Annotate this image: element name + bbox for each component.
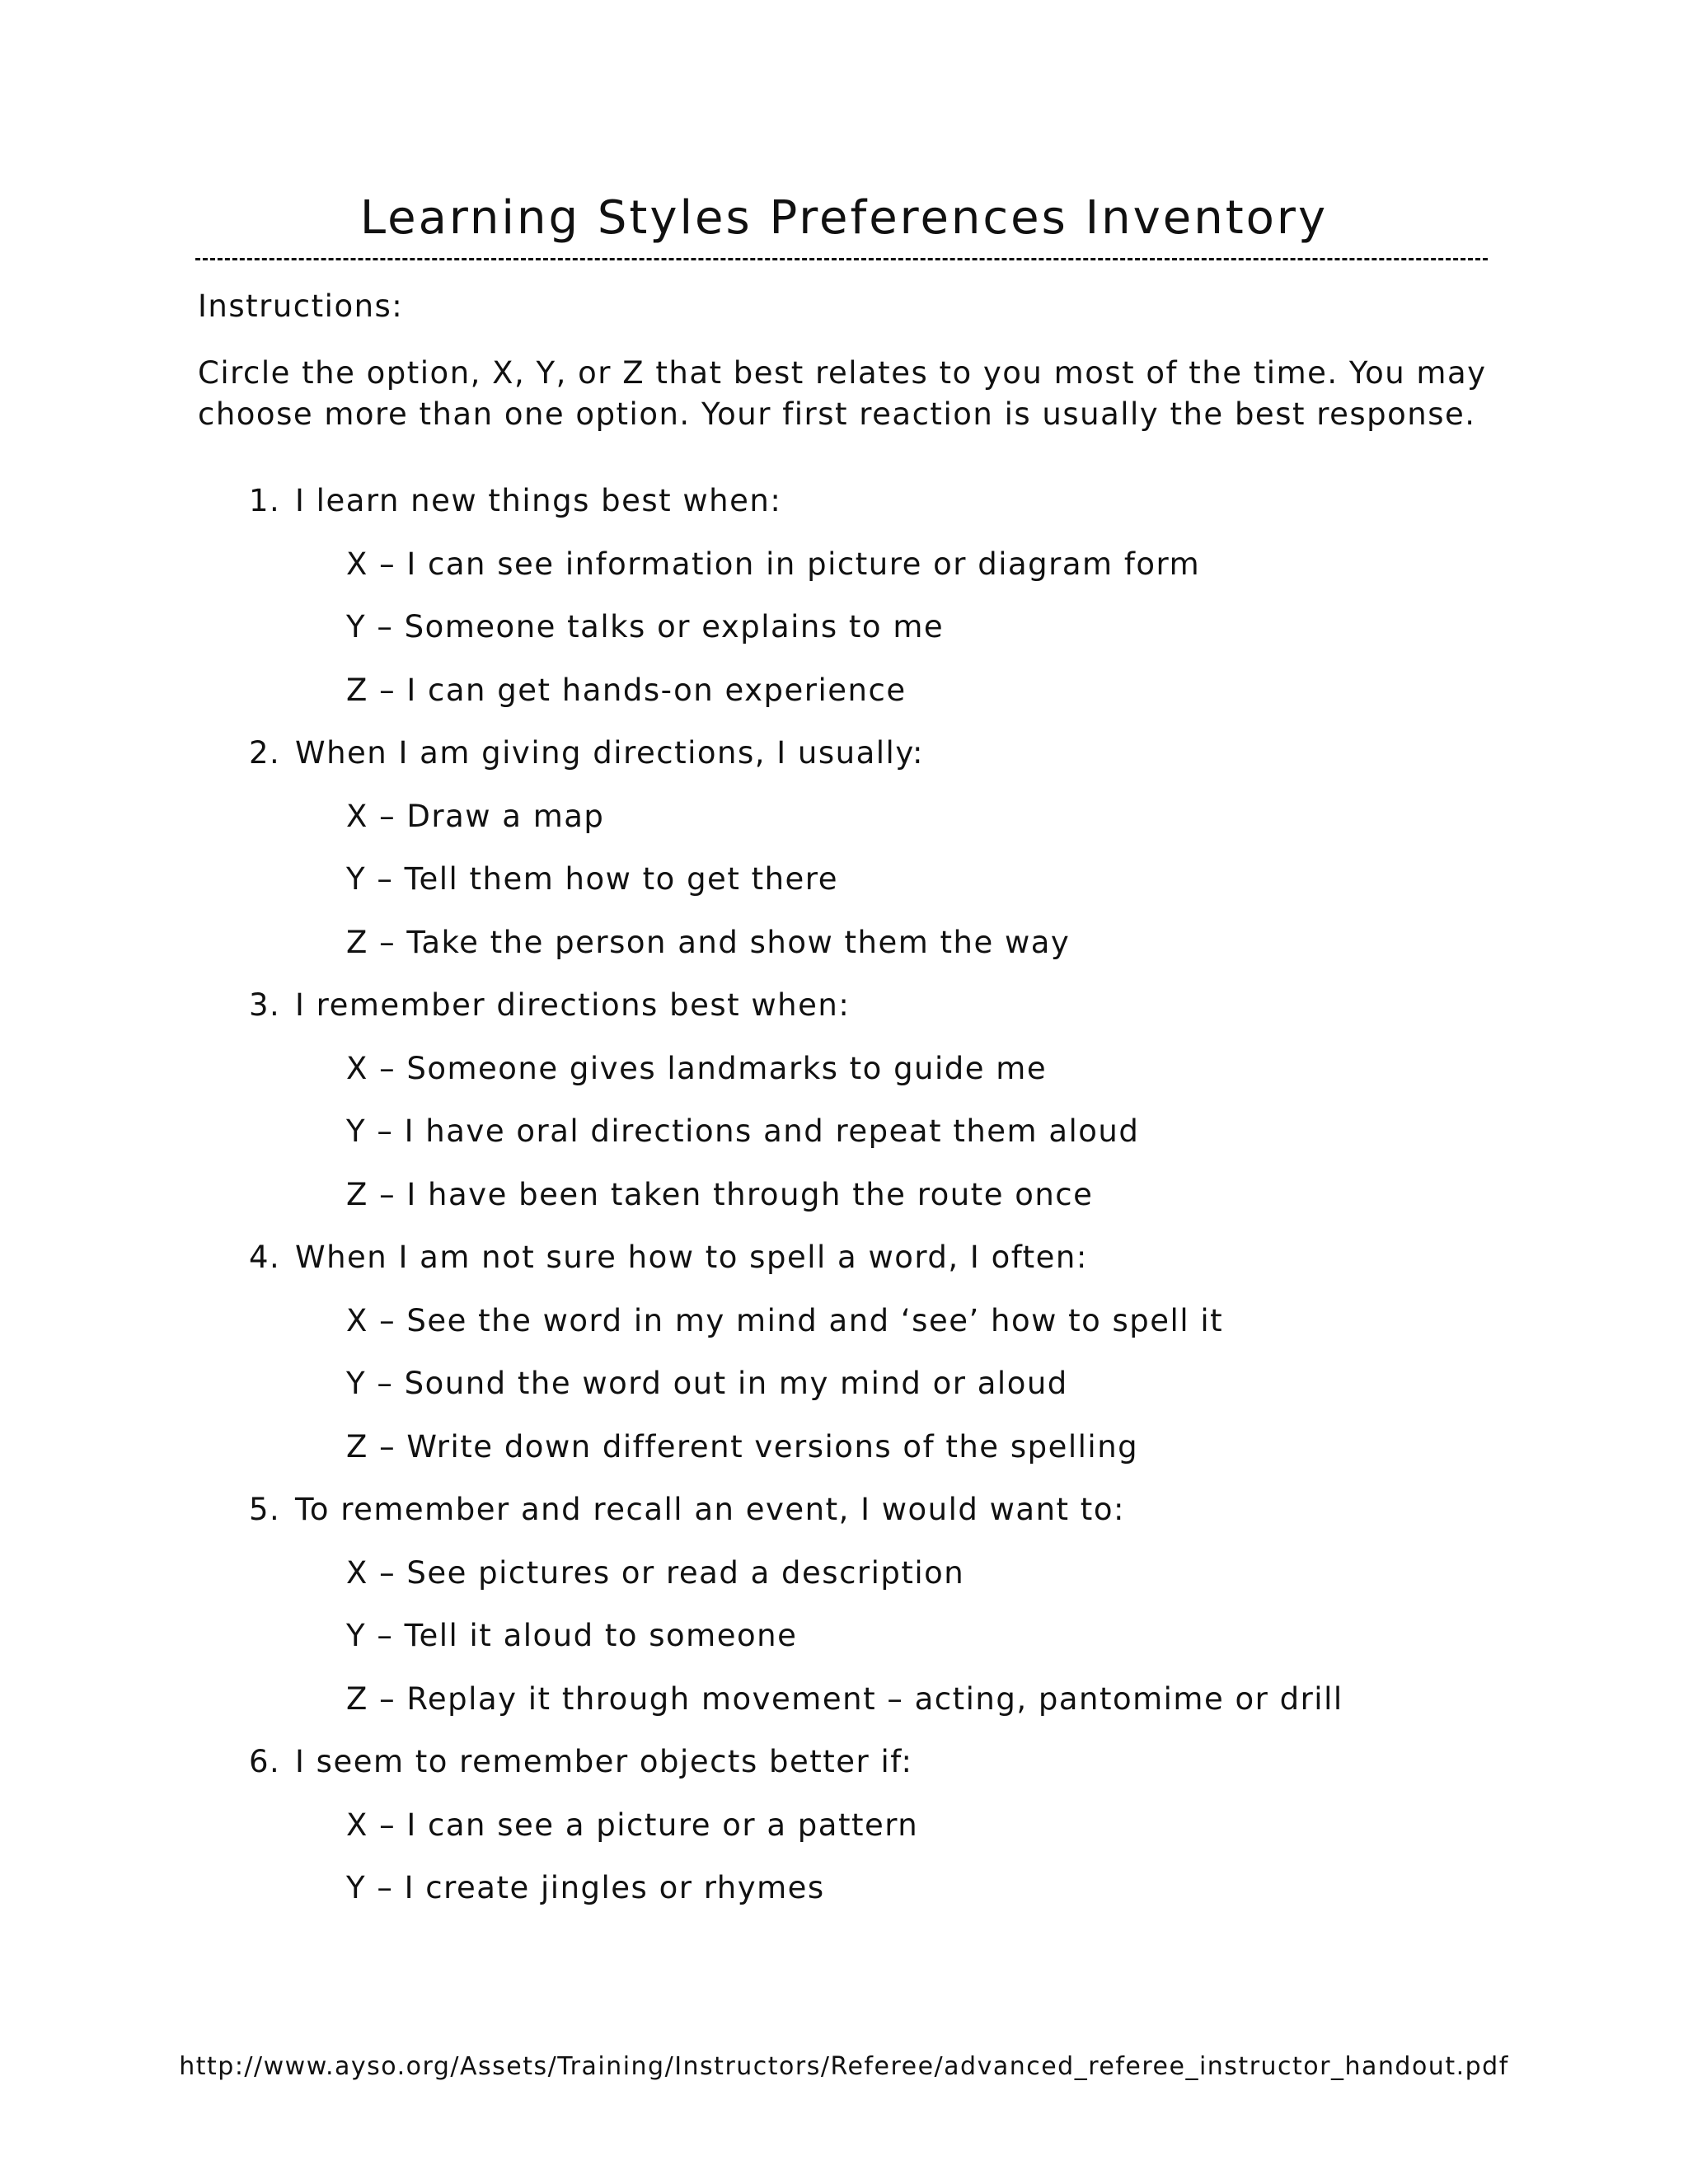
question-number: 2. — [249, 735, 281, 771]
title-divider — [195, 258, 1488, 260]
answer-option-text: X – I can see a picture or a pattern — [346, 1807, 919, 1843]
question-number: 6. — [249, 1744, 281, 1779]
answer-option-text: Z – Replay it through movement – acting, pantomime or drill — [346, 1680, 1343, 1717]
question-text: When I am giving directions, I usually: — [295, 735, 924, 771]
answer-option-text: Y – Tell it aloud to someone — [346, 1618, 798, 1653]
answer-option-text: X – Someone gives landmarks to guide me — [346, 1050, 1048, 1086]
answer-option-text: Z – Take the person and show them the way — [346, 924, 1071, 960]
page-title: Learning Styles Preferences Inventory — [359, 191, 1329, 245]
answer-option-text: Z – I have been taken through the route once — [346, 1176, 1094, 1212]
answer-option-text: X – Draw a map — [346, 798, 605, 834]
answer-option-text: Y – Tell them how to get there — [346, 861, 838, 897]
question-number: 4. — [249, 1240, 281, 1275]
answer-option-text: Z – Write down different versions of the spelling — [346, 1428, 1139, 1465]
question-text: I learn new things best when: — [295, 483, 782, 518]
answer-option-text: X – I can see information in picture or diagram form — [346, 546, 1201, 582]
answer-option-text: Y – I create jingles or rhymes — [346, 1870, 825, 1905]
footer-url: http://www.ayso.org/Assets/Training/Instructors/Referee/advanced_referee_instructor_handout.pdf — [179, 2052, 1509, 2081]
question-text: I remember directions best when: — [295, 987, 851, 1023]
instructions-text: Circle the option, X, Y, or Z that best relates to you most of the time. You may choose more than one option. Your first reaction is usually the best response. — [198, 355, 1487, 432]
instructions-label: Instructions: — [198, 288, 404, 324]
question-number: 3. — [249, 987, 281, 1023]
question-text: I seem to remember objects better if: — [295, 1744, 913, 1779]
answer-option-text: Y – Sound the word out in my mind or aloud — [346, 1366, 1068, 1401]
question-text: When I am not sure how to spell a word, I often: — [295, 1240, 1088, 1275]
question-number: 5. — [249, 1492, 281, 1527]
answer-option-text: Y – Someone talks or explains to me — [346, 609, 945, 644]
answer-option-text: X – See the word in my mind and ‘see’ how to spell it — [346, 1302, 1224, 1338]
question-number: 1. — [249, 483, 281, 518]
answer-option-text: Z – I can get hands-on experience — [346, 672, 907, 708]
answer-option-text: X – See pictures or read a description — [346, 1554, 965, 1591]
answer-option-text: Y – I have oral directions and repeat them aloud — [346, 1113, 1140, 1149]
question-text: To remember and recall an event, I would want to: — [295, 1492, 1125, 1527]
